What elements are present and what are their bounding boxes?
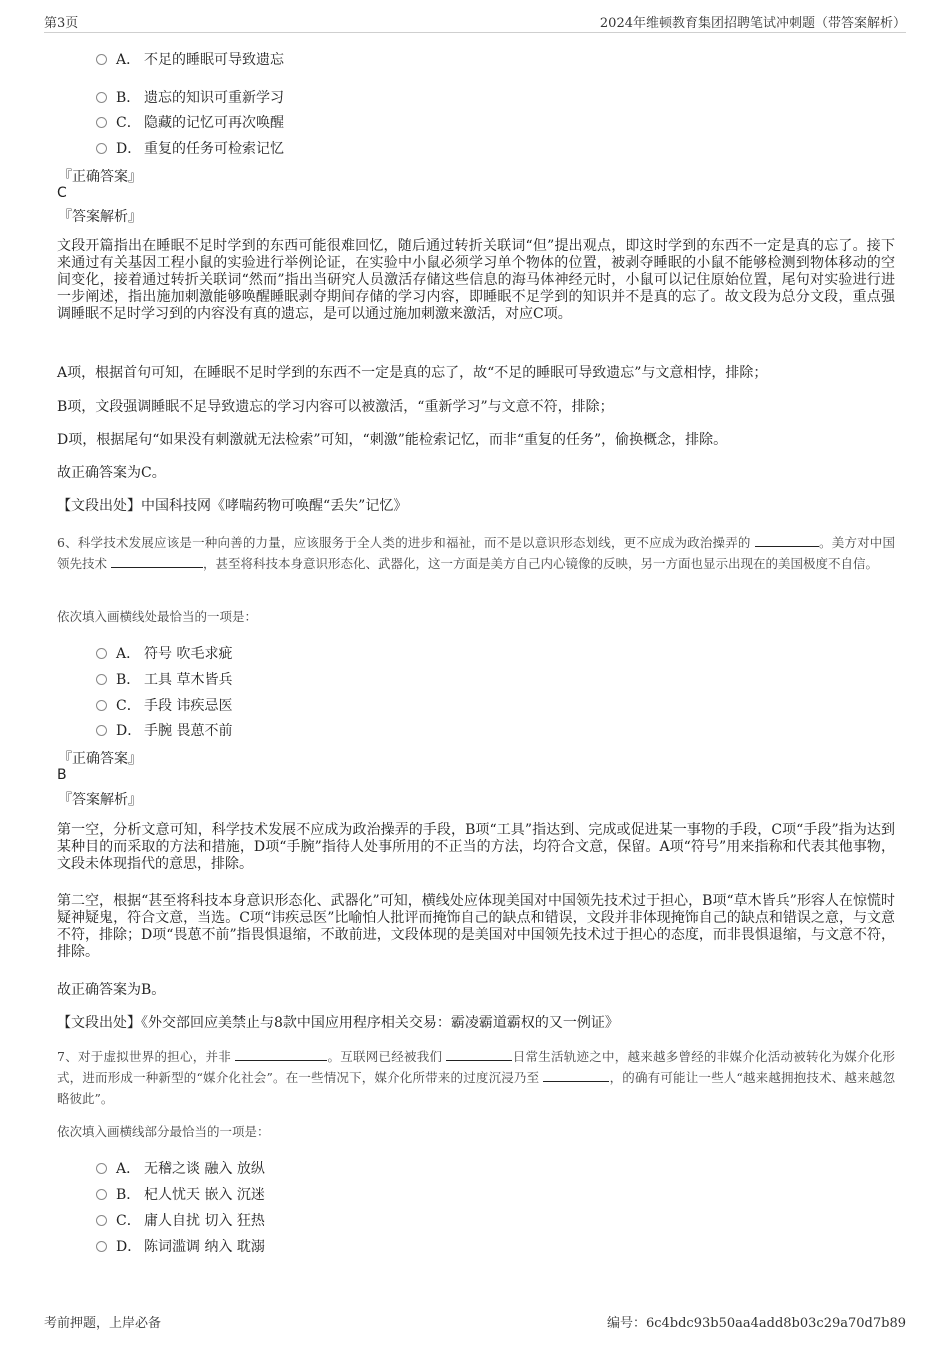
q6-analysis-second-blank: 第二空，根据“甚至将科技本身意识形态化、武器化”可知，横线处应体现美国对中国领先技术过于担心，B项“草木皆兵”形容人在惊慌时疑神疑鬼，符合文意，当选。C项“讳疾忌医”比喻怕人批评而掩饰自己的缺点和错误，文段并非体现掩饰自己的缺点和错误之意，与文意不符，排除；D项“畏葸不前”指畏惧退缩，不敢前进，文段体现的是美国对中国领先技术过于担心的态度，而非畏惧退缩，与文意不符，排除。 [57,893,895,960]
q6-stem: 6、科学技术发展应该是一种向善的力量，应该服务于全人类的进步和福祉，而不是以意识形态划线，更不应成为政治操弄的 。美方对中国领先技术 ，甚至将科技本身意识形态化、武器化，这一方面是美方自己内心镜像的反映，另一方面也显示出现在的美国极度不自信。 [57,535,895,571]
radio-icon[interactable] [96,143,107,154]
q5-analysis-a: A项，根据首句可知，在睡眠不足时学到的东西不一定是真的忘了，故“不足的睡眠可导致遗忘”与文意相悖，排除； [57,365,768,381]
radio-icon[interactable] [96,674,107,685]
page-number: 第3页 [44,16,79,31]
q6-option-a[interactable]: A． 符号 吹毛求疵 [96,643,232,663]
q5-source: 【文段出处】中国科技网《哮喘药物可唤醒“丢失”记忆》 [57,498,408,514]
q6-conclusion: 故正确答案为B。 [57,982,166,998]
blank-line [543,1069,609,1082]
page-footer [44,1312,906,1330]
q6-analysis-label: 『答案解析』 [58,792,142,808]
q7-option-d[interactable]: D． 陈词滥调 纳入 耽溺 [96,1236,265,1256]
document-id: 编号：6c4bdc93b50aa4add8b03c29a70d7b89 [606,1316,906,1331]
radio-icon[interactable] [96,54,107,65]
radio-icon[interactable] [96,1215,107,1226]
q6-option-b[interactable]: B． 工具 草木皆兵 [96,669,232,689]
q5-answer-label: 『正确答案』 [58,169,142,185]
q5-option-b[interactable]: B． 遗忘的知识可重新学习 [96,87,284,107]
q5-option-a[interactable]: A． 不足的睡眠可导致遗忘 [96,49,284,69]
radio-icon[interactable] [96,725,107,736]
radio-icon[interactable] [96,1189,107,1200]
radio-icon[interactable] [96,700,107,711]
radio-icon[interactable] [96,648,107,659]
page-header [44,12,906,33]
q6-prompt: 依次填入画横线处最恰当的一项是： [57,609,258,624]
q5-analysis-main: 文段开篇指出在睡眠不足时学到的东西可能很难回忆，随后通过转折关联词“但”提出观点，即这时学到的东西不一定是真的忘了。接下来通过有关基因工程小鼠的实验进行举例论证，在实验中小鼠必须学习单个物体的位置，被剥夺睡眠的小鼠不能够检测到物体移动的空间变化，接着通过转折关联词“然而”指出当研究人员激活存储这些信息的海马体神经元时，小鼠可以记住原始位置，尾句对实验进行进一步阐述，指出施加刺激能够唤醒睡眠剥夺期间存储的学习内容，即睡眠不足学到的知识并不是真的忘了。故文段为总分文段，重点强调睡眠不足时学习到的内容没有真的遗忘，是可以通过施加刺激来激活，对应C项。 [57,238,895,322]
q6-source: 【文段出处】《外交部回应美禁止与8款中国应用程序相关交易：霸凌霸道霸权的又一例证》 [57,1015,619,1031]
radio-icon[interactable] [96,1163,107,1174]
q5-answer: C [57,185,67,201]
q6-option-d[interactable]: D． 手腕 畏葸不前 [96,720,232,740]
q7-prompt: 依次填入画横线部分最恰当的一项是： [57,1124,270,1139]
q6-option-c[interactable]: C． 手段 讳疾忌医 [96,695,232,715]
q6-analysis-first-blank: 第一空，分析文意可知，科学技术发展不应成为政治操弄的手段，B项“工具”指达到、完成或促进某一事物的手段，C项“手段”指为达到某种目的而采取的方法和措施，D项“手腕”指待人处事所用的不正当的方法，均符合文意，保留。A项“符号”用来指称和代表其他事物，文段未体现指代的意思，排除。 [57,822,895,872]
radio-icon[interactable] [96,92,107,103]
q6-answer: B [57,767,67,783]
q7-option-c[interactable]: C． 庸人自扰 切入 狂热 [96,1210,265,1230]
q7-option-b[interactable]: B． 杞人忧天 嵌入 沉迷 [96,1184,265,1204]
radio-icon[interactable] [96,117,107,128]
blank-line [235,1048,327,1061]
q5-conclusion: 故正确答案为C。 [57,465,166,481]
blank-line [111,555,203,568]
q5-option-c[interactable]: C． 隐藏的记忆可再次唤醒 [96,112,284,132]
q7-stem: 7、对于虚拟世界的担心，并非 。互联网已经被我们 日常生活轨迹之中，越来越多曾经的非媒介化活动被转化为媒介化形式，进而形成一种新型的“媒介化社会”。在一些情况下，媒介化所带来的过度沉浸乃至 ，的确有可能让一些人“越来越拥抱技术、越来越忽略彼此”。 [57,1049,895,1106]
q7-option-a[interactable]: A． 无稽之谈 融入 放纵 [96,1158,265,1178]
blank-line [755,534,819,547]
radio-icon[interactable] [96,1241,107,1252]
q6-answer-label: 『正确答案』 [58,751,142,767]
q5-analysis-label: 『答案解析』 [58,209,142,225]
q5-analysis-b: B项，文段强调睡眠不足导致遗忘的学习内容可以被激活，“重新学习”与文意不符，排除； [57,399,614,415]
document-title: 2024年维顿教育集团招聘笔试冲刺题（带答案解析） [599,16,906,31]
q5-analysis-d: D项，根据尾句“如果没有刺激就无法检索”可知，“刺激”能检索记忆，而非“重复的任务”，偷换概念，排除。 [57,432,728,448]
blank-line [446,1048,512,1061]
q5-option-d[interactable]: D． 重复的任务可检索记忆 [96,138,284,158]
footer-slogan: 考前押题，上岸必备 [44,1316,162,1331]
